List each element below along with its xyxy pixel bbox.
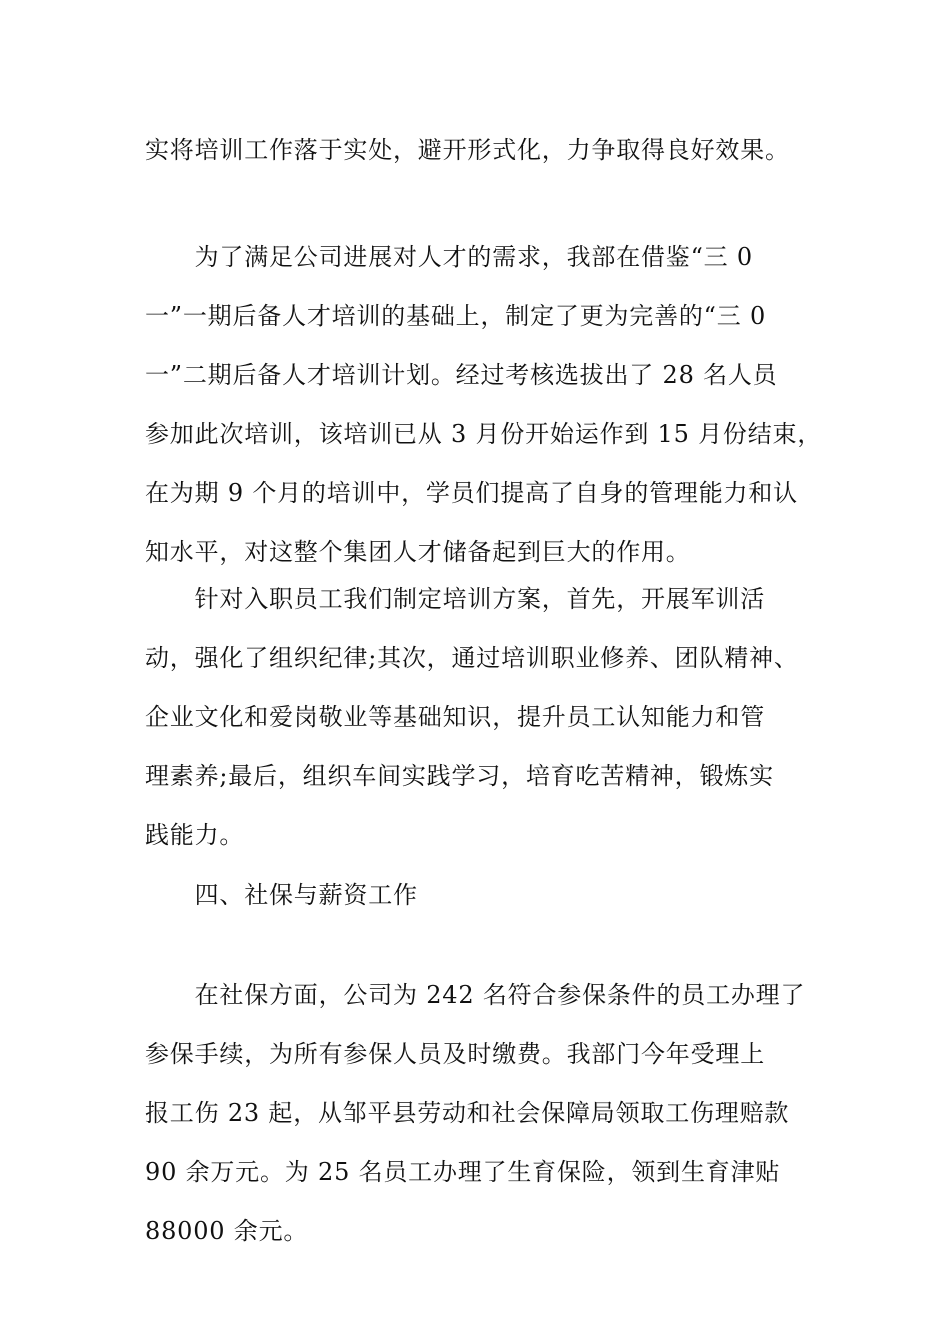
text-line: 88000 余元。 [145,1217,309,1245]
text-line: 实将培训工作落于实处，避开形式化，力争取得良好效果。 [145,136,790,164]
text-line: 动，强化了组织纪律;其次，通过培训职业修养、团队精神、 [145,644,799,672]
heading-line: 四、社保与薪资工作 [145,881,418,909]
paragraph-4 [145,966,815,1261]
text-line: 90 余万元。为 25 名员工办理了生育保险，领到生育津贴 [145,1158,781,1186]
text-line: 报工伤 23 起，从邹平县劳动和社会保障局领取工伤理赔款 [145,1099,790,1127]
text-line: 一”二期后备人才培训计划。经过考核选拔出了 28 名人员 [145,361,778,389]
text-line: 为了满足公司进展对人才的需求，我部在借鉴“三 0 [145,243,753,271]
section-heading [145,866,815,925]
text-line: 一”一期后备人才培训的基础上，制定了更为完善的“三 0 [145,302,767,330]
text-line: 理素养;最后，组织车间实践学习，培育吃苦精神，锻炼实 [145,762,774,790]
text-line: 参加此次培训，该培训已从 3 月份开始运作到 15 月份结束， [145,420,823,448]
paragraph-2 [145,228,823,582]
text-line: 在为期 9 个月的培训中，学员们提高了自身的管理能力和认 [145,479,798,507]
paragraph-1 [145,121,815,180]
text-line: 践能力。 [145,821,245,849]
text-line: 针对入职员工我们制定培训方案，首先，开展军训活 [145,585,765,613]
paragraph-3 [145,570,815,865]
text-line: 知水平，对这整个集团人才储备起到巨大的作用。 [145,538,691,566]
text-line: 企业文化和爱岗敬业等基础知识，提升员工认知能力和管 [145,703,765,731]
text-line: 在社保方面，公司为 242 名符合参保条件的员工办理了 [145,981,806,1009]
text-line: 参保手续，为所有参保人员及时缴费。我部门今年受理上 [145,1040,765,1068]
